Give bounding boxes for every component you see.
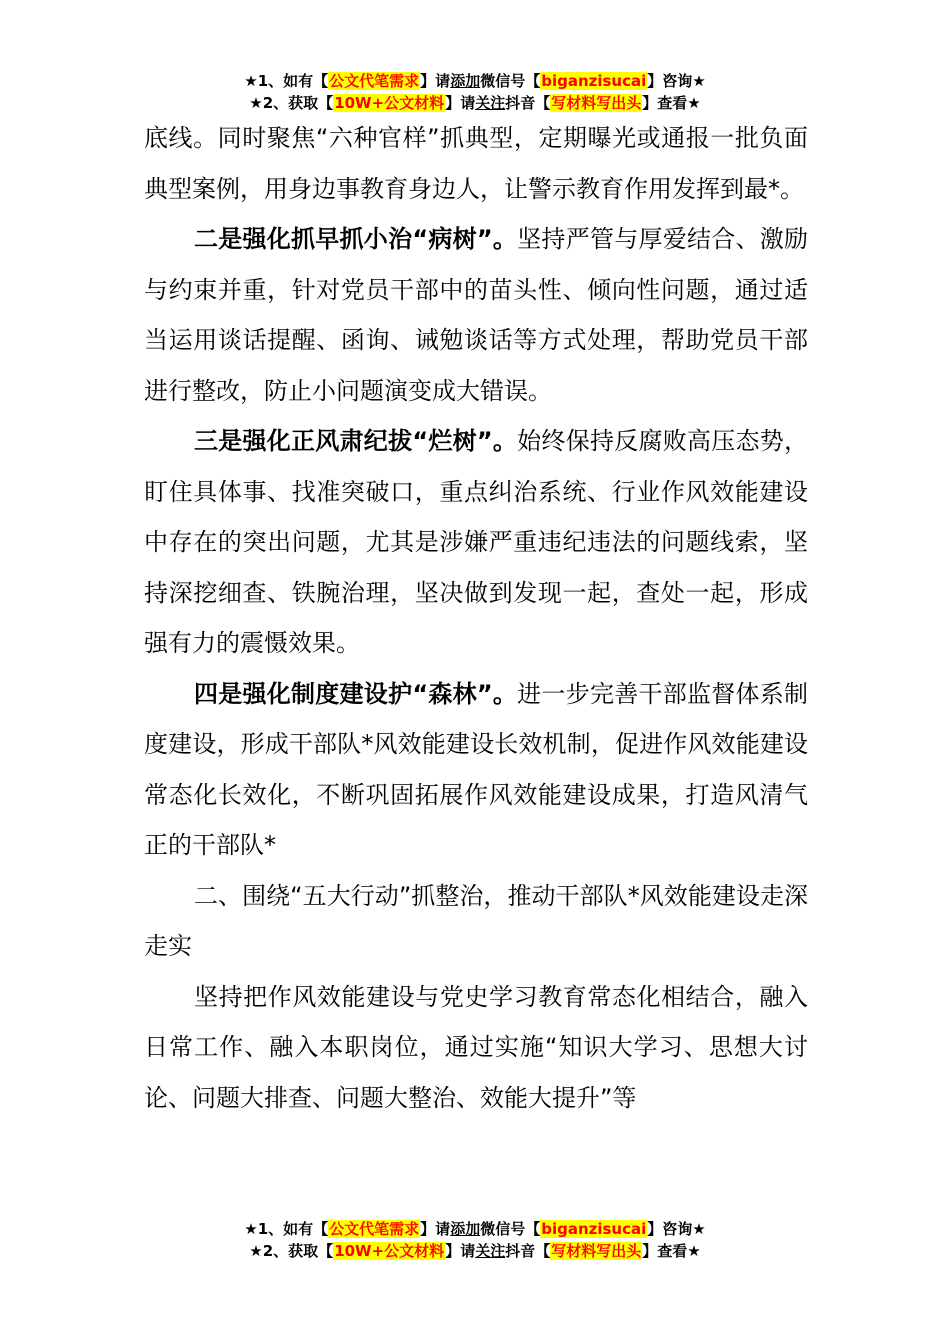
banner-text: 】请	[420, 1220, 451, 1238]
banner-text: 抖音【	[505, 94, 551, 112]
banner-text: 】请	[445, 1242, 476, 1260]
banner-text: ★1、如有【	[244, 1220, 329, 1238]
paragraph-section-body: 坚持把作风效能建设与党史学习教育常态化相结合，融入日常工作、融入本职岗位，通过实施“知识大学习、思想大讨论、问题大排查、问题大整治、效能大提升”等	[144, 982, 808, 1112]
banner-text: 抖音【	[505, 1242, 551, 1260]
banner-highlight: 公文代笔需求	[329, 72, 420, 90]
banner-underlined: 添加	[450, 1220, 481, 1238]
section-heading: 二、围绕“五大行动”抓整治，推动干部队*风效能建设走深走实	[144, 881, 808, 960]
banner-line-2	[0, 1240, 950, 1262]
banner-text: ★2、获取【	[249, 1242, 334, 1260]
banner-text: 】请	[445, 94, 476, 112]
paragraph-item-2: 二是强化抓早抓小治“病树”。坚持严管与厚爱结合、激励与约束并重，针对党员干部中的苗头性、倾向性问题，通过适当运用谈话提醒、函询、诫勉谈话等方式处理，帮助党员干部进行整改，防止小问题演变成大错误。	[144, 225, 809, 405]
banner-line-1	[0, 1218, 950, 1240]
banner-text: 】查看★	[642, 94, 701, 112]
banner-underlined: 关注	[475, 94, 506, 112]
banner-highlight: 10W+公文材料	[334, 1242, 445, 1260]
banner-highlight: 10W+公文材料	[334, 94, 445, 112]
footer-banner	[0, 1218, 950, 1262]
document-body	[144, 113, 808, 1123]
banner-text: 微信号【	[480, 72, 541, 90]
banner-underlined: 添加	[450, 72, 481, 90]
paragraph-heading: 二是强化抓早抓小治“病树”。	[194, 225, 518, 253]
banner-text: 微信号【	[480, 1220, 541, 1238]
paragraph-item-3: 三是强化正风肃纪拔“烂树”。始终保持反腐败高压态势，盯住具体事、找准突破口，重点纠治系统、行业作风效能建设中存在的突出问题，尤其是涉嫌严重违纪违法的问题线索，坚持深挖细查、铁腕治理，坚决做到发现一起，查处一起，形成强有力的震慑效果。	[144, 427, 809, 657]
banner-highlight: biganzisucai	[541, 1220, 647, 1238]
banner-text: 】咨询★	[647, 1220, 706, 1238]
banner-line-1	[0, 70, 950, 92]
banner-highlight: 写材料写出头	[551, 1242, 642, 1260]
banner-text: ★2、获取【	[249, 94, 334, 112]
banner-highlight: biganzisucai	[541, 72, 647, 90]
banner-highlight: 写材料写出头	[551, 94, 642, 112]
banner-line-2	[0, 92, 950, 114]
banner-text: 】咨询★	[647, 72, 706, 90]
paragraph-heading: 三是强化正风肃纪拔“烂树”。	[194, 427, 518, 455]
header-banner	[0, 70, 950, 114]
banner-highlight: 公文代笔需求	[329, 1220, 420, 1238]
banner-text: 】请	[420, 72, 451, 90]
paragraph-heading: 四是强化制度建设护“森林”。	[194, 679, 518, 708]
banner-text: ★1、如有【	[244, 72, 329, 90]
banner-underlined: 关注	[475, 1242, 506, 1260]
banner-text: 】查看★	[642, 1242, 701, 1260]
paragraph-continuation: 底线。同时聚焦“六种官样”抓典型，定期曝光或通报一批负面典型案例，用身边事教育身边人，让警示教育作用发挥到最*。	[144, 124, 808, 203]
paragraph-item-4: 四是强化制度建设护“森林”。进一步完善干部监督体系制度建设，形成干部队*风效能建设长效机制，促进作风效能建设常态化长效化，不断巩固拓展作风效能建设成果，打造风清气正的干部队*	[144, 679, 809, 859]
